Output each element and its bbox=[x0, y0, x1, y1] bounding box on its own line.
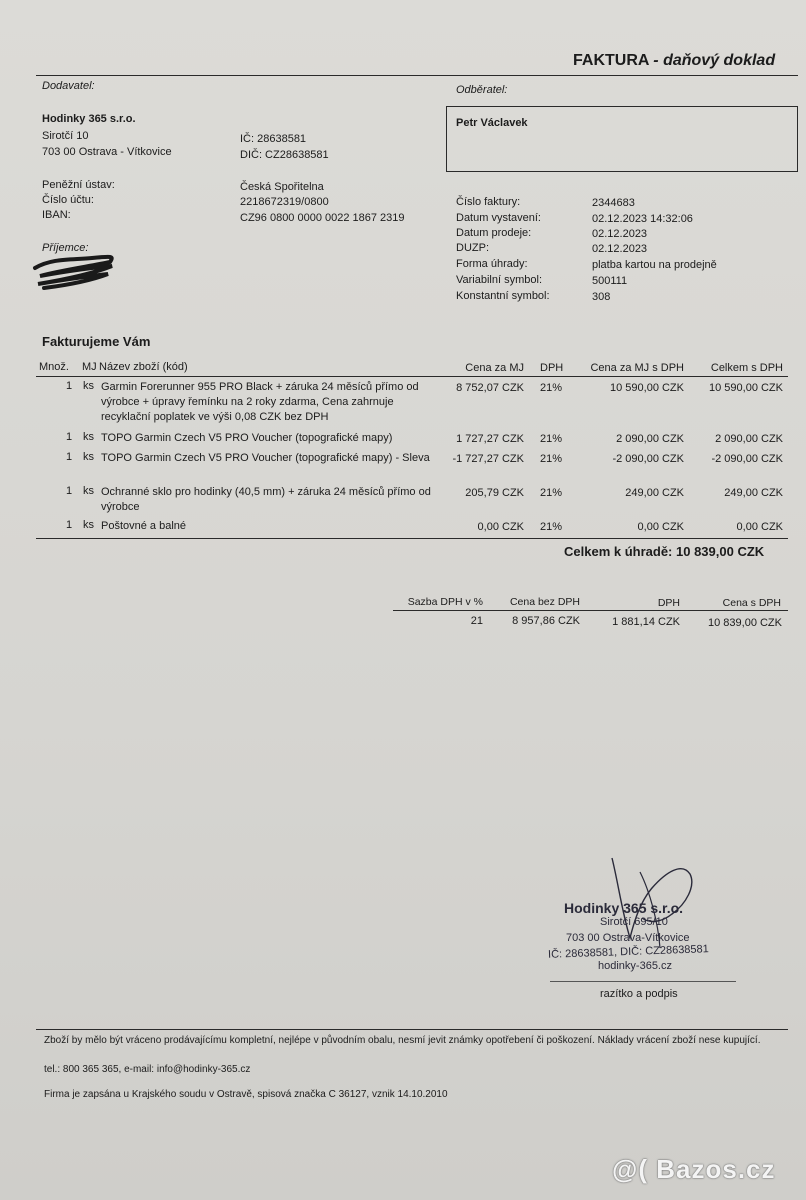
title-suffix: - daňový doklad bbox=[653, 52, 776, 69]
items-heading: Fakturujeme Vám bbox=[42, 334, 151, 349]
stamp-caption: razítko a podpis bbox=[600, 988, 678, 1000]
vat-vat-value: 1 881,14 CZK bbox=[612, 616, 680, 628]
stamp-signature bbox=[540, 860, 750, 980]
vat-gross-value: 10 839,00 CZK bbox=[708, 617, 782, 629]
info-value: 500111 bbox=[592, 275, 628, 287]
watermark: @( Bazos.cz bbox=[612, 1154, 776, 1184]
supplier-city: 703 00 Ostrava - Vítkovice bbox=[42, 146, 172, 158]
item-name: TOPO Garmin Czech V5 PRO Voucher (topografické mapy) - Sleva bbox=[101, 452, 430, 464]
item-price: 205,79 CZK bbox=[465, 487, 524, 499]
info-value: 2344683 bbox=[592, 197, 635, 209]
iban-value: CZ96 0800 0000 0022 1867 2319 bbox=[240, 212, 405, 224]
item-name: Garmin Forerunner 955 PRO Black + záruka 24 měsíců přímo od výrobce + úpravy řemínku na 2 roky zdarma, Cena zahrnuje recyklační poplatek ve výši 0,08 CZK bez DPH bbox=[101, 381, 419, 423]
item-price-vat: -2 090,00 CZK bbox=[612, 453, 684, 465]
info-label: Datum prodeje: bbox=[456, 227, 532, 239]
customer-label: Odběratel: bbox=[456, 84, 508, 96]
item-qty: 1 bbox=[66, 519, 73, 531]
bank-label: Peněžní ústav: bbox=[42, 179, 115, 191]
vat-col-rate: Sazba DPH v % bbox=[407, 596, 483, 608]
stamp-city: 703 00 Ostrava-Vítkovice bbox=[566, 932, 690, 944]
items-header-line bbox=[36, 376, 788, 377]
top-divider bbox=[36, 75, 798, 76]
item-price-vat: 2 090,00 CZK bbox=[616, 433, 684, 445]
item-name: Poštovné a balné bbox=[101, 520, 187, 532]
vat-col-base: Cena bez DPH bbox=[509, 596, 580, 608]
supplier-dic: DIČ: CZ28638581 bbox=[240, 149, 329, 161]
item-vat: 21% bbox=[540, 521, 563, 533]
item-unit: ks bbox=[83, 431, 94, 443]
item-qty: 1 bbox=[66, 380, 73, 392]
vat-col-gross: Cena s DPH bbox=[722, 597, 781, 609]
supplier-label: Dodavatel: bbox=[42, 80, 95, 92]
info-value: 02.12.2023 bbox=[592, 243, 648, 255]
vat-base-value: 8 957,86 CZK bbox=[512, 615, 580, 627]
footer-registration: Firma je zapsána u Krajského soudu v Ostravě, spisová značka C 36127, vznik 14.10.2010 bbox=[44, 1089, 448, 1100]
col-total: Celkem s DPH bbox=[710, 362, 783, 374]
item-total: -2 090,00 CZK bbox=[711, 453, 783, 465]
stamp-name: Hodinky 365 s.r.o. bbox=[564, 900, 684, 916]
item-qty: 1 bbox=[66, 431, 73, 443]
item-price: 8 752,07 CZK bbox=[456, 382, 524, 394]
account-label: Číslo účtu: bbox=[42, 194, 94, 206]
supplier-street: Sirotčí 10 bbox=[42, 130, 89, 142]
item-qty: 1 bbox=[66, 451, 73, 463]
item-total: 10 590,00 CZK bbox=[709, 382, 783, 394]
col-unit: MJ bbox=[82, 361, 97, 373]
vat-col-vat: DPH bbox=[657, 597, 680, 609]
item-vat: 21% bbox=[540, 382, 563, 394]
col-price-vat: Cena za MJ s DPH bbox=[590, 362, 684, 374]
info-label: Datum vystavení: bbox=[456, 212, 541, 224]
item-total: 249,00 CZK bbox=[724, 487, 783, 499]
vat-header-line bbox=[393, 610, 788, 611]
col-vat: DPH bbox=[540, 362, 564, 374]
redaction-scribble bbox=[32, 250, 117, 292]
item-total: 0,00 CZK bbox=[736, 521, 783, 533]
grand-total bbox=[564, 544, 764, 559]
supplier-name: Hodinky 365 s.r.o. bbox=[42, 113, 136, 125]
info-label: Variabilní symbol: bbox=[456, 274, 542, 286]
customer-box bbox=[446, 106, 798, 172]
supplier-ic: IČ: 28638581 bbox=[240, 133, 307, 145]
info-label: Konstantní symbol: bbox=[456, 290, 550, 302]
item-name: Ochranné sklo pro hodinky (40,5 mm) + záruka 24 měsíců přímo od výrobce bbox=[101, 486, 431, 513]
customer-name: Petr Václavek bbox=[456, 117, 528, 129]
item-unit: ks bbox=[83, 485, 94, 497]
info-value: 02.12.2023 14:32:06 bbox=[592, 213, 693, 225]
footer-contact: tel.: 800 365 365, e-mail: info@hodinky-365.cz bbox=[44, 1064, 251, 1075]
grand-total-label: Celkem k úhradě: bbox=[564, 544, 673, 559]
footer-divider bbox=[36, 1029, 788, 1030]
item-name: TOPO Garmin Czech V5 PRO Voucher (topografické mapy) bbox=[101, 432, 393, 444]
footer-return-policy: Zboží by mělo být vráceno prodávajícímu kompletní, nejlépe v původním obalu, nesmí jevit známky opotřebení či poškození. Náklady vrácení zboží nese kupující. bbox=[44, 1035, 761, 1046]
info-value: 308 bbox=[592, 291, 611, 303]
handwritten-signature bbox=[600, 852, 720, 962]
signature-line bbox=[550, 981, 736, 982]
info-label: Číslo faktury: bbox=[456, 196, 521, 208]
stamp-ids: IČ: 28638581, DIČ: CZ28638581 bbox=[547, 943, 709, 961]
iban-label: IBAN: bbox=[42, 209, 71, 221]
item-vat: 21% bbox=[540, 433, 563, 445]
item-price: -1 727,27 CZK bbox=[452, 453, 524, 465]
item-total: 2 090,00 CZK bbox=[715, 433, 783, 445]
document-title bbox=[573, 52, 775, 70]
col-qty: Množ. bbox=[39, 361, 69, 373]
item-vat: 21% bbox=[540, 453, 563, 465]
info-value: platba kartou na prodejně bbox=[592, 259, 717, 271]
item-price-vat: 10 590,00 CZK bbox=[610, 382, 684, 394]
info-value: 02.12.2023 bbox=[592, 228, 648, 240]
item-qty: 1 bbox=[66, 485, 73, 497]
stamp-street: Sirotčí 695/10 bbox=[600, 916, 668, 928]
col-name: Název zboží (kód) bbox=[99, 361, 188, 373]
recipient-label: Příjemce: bbox=[42, 242, 89, 254]
title-main: FAKTURA bbox=[573, 52, 649, 69]
items-bottom-line bbox=[36, 538, 788, 539]
account-value: 2218672319/0800 bbox=[240, 196, 329, 208]
col-price: Cena za MJ bbox=[465, 362, 524, 374]
item-price-vat: 0,00 CZK bbox=[637, 521, 684, 533]
item-vat: 21% bbox=[540, 487, 563, 499]
item-unit: ks bbox=[83, 380, 94, 392]
item-price: 1 727,27 CZK bbox=[456, 433, 524, 445]
info-label: DUZP: bbox=[456, 242, 489, 254]
item-unit: ks bbox=[83, 451, 94, 463]
stamp-web: hodinky-365.cz bbox=[598, 960, 672, 972]
item-price: 0,00 CZK bbox=[477, 521, 524, 533]
vat-rate-value: 21 bbox=[470, 615, 483, 627]
item-price-vat: 249,00 CZK bbox=[625, 487, 684, 499]
grand-total-value: 10 839,00 CZK bbox=[676, 544, 765, 559]
info-label: Forma úhrady: bbox=[456, 258, 528, 270]
bank-value: Česká Spořitelna bbox=[240, 181, 324, 193]
item-unit: ks bbox=[83, 519, 94, 531]
